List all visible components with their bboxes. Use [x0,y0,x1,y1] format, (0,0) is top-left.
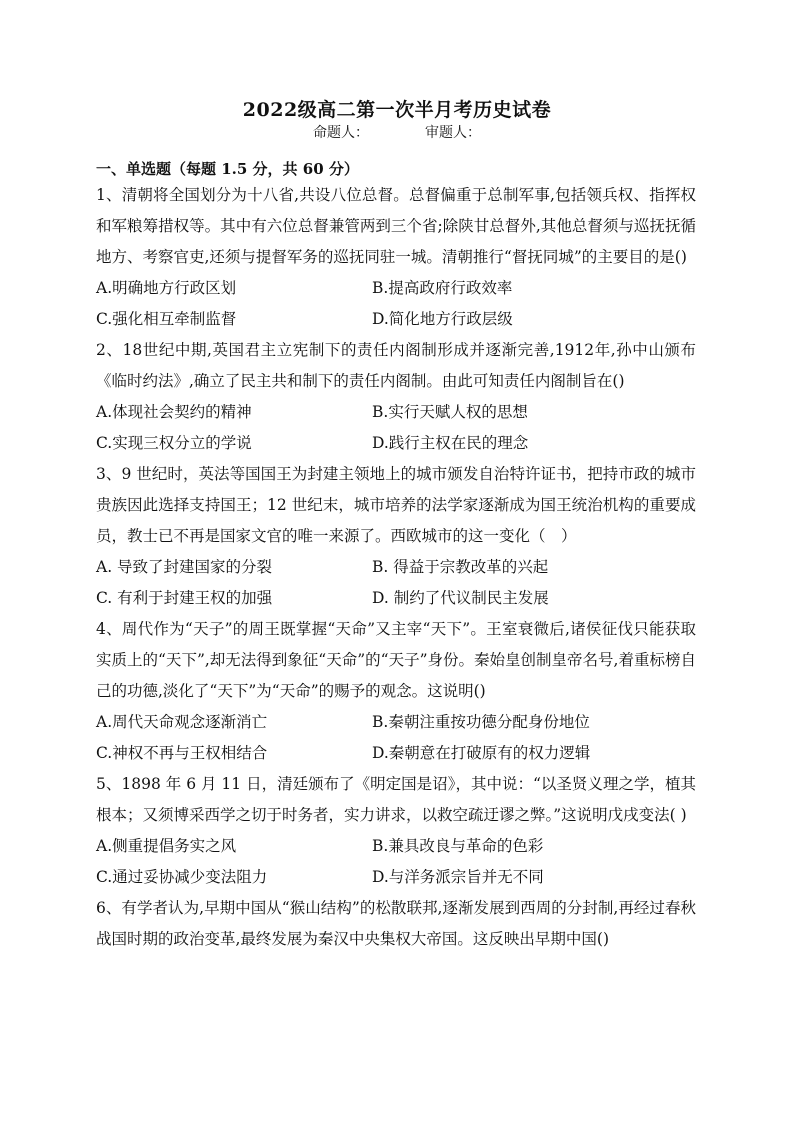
question-options [96,397,696,459]
question-1 [96,180,696,335]
option-d: D.秦朝意在打破原有的权力逻辑 [372,744,591,762]
question-options [96,707,696,769]
option-c: C. 有利于封建王权的加强 [96,589,273,607]
question-options [96,273,696,335]
question-options [96,552,696,614]
reviewer-label: 审题人： [425,125,481,141]
option-b: B.提高政府行政效率 [372,279,513,297]
option-c: C.通过妥协减少变法阻力 [96,868,268,886]
question-4 [96,614,696,769]
exam-content [96,158,696,955]
question-2 [96,335,696,459]
question-stem: 5、1898 年 6 月 11 日，清廷颁布了《明定国是诏》，其中说：“以圣贤义理之学，植其根本；又须博采西学之切于时务者，实力讲求，以救空疏迂谬之弊。”这说明戊戌变法( ) [96,775,696,824]
option-a: A.体现社会契约的精神 [96,403,252,421]
question-stem: 2、18世纪中期,英国君主立宪制下的责任内阁制形成并逐渐完善,1912年,孙中山颁布《临时约法》,确立了民主共和制下的责任内阁制。由此可知责任内阁制旨在() [96,341,696,390]
question-options [96,831,696,893]
exam-title: 2022级高二第一次半月考历史试卷 [242,99,552,121]
question-stem: 4、周代作为“天子”的周王既掌握“天命”又主宰“天下”。王室衰微后,诸侯征伐只能获取实质上的“天下”,却无法得到象征“天命”的“天子”身份。秦始皇创制皇帝名号,着重标榜自己的功德,淡化了“天下”为“天命”的赐予的观念。这说明() [96,620,696,700]
option-a: A. 导致了封建国家的分裂 [96,558,273,576]
option-a: A.侧重提倡务实之风 [96,837,237,855]
question-5 [96,769,696,893]
question-stem: 1、清朝将全国划分为十八省,共设八位总督。总督偏重于总制军事,包括领兵权、指挥权和军粮筹措权等。其中有六位总督兼管两到三个省;除陕甘总督外,其他总督须与巡抚抚循地方、考察官吏,还须与提督军务的巡抚同驻一城。清朝推行“督抚同城”的主要目的是() [96,186,696,266]
setter-label: 命题人： [313,125,369,141]
question-stem: 3、9 世纪时，英法等国国王为封建主领地上的城市颁发自治特许证书，把持市政的城市贵族因此选择支持国王；12 世纪末，城市培养的法学家逐渐成为国王统治机构的重要成员，教士已不再是国家文官的唯一来源了。西欧城市的这一变化（ ） [96,465,696,545]
option-d: D.践行主权在民的理念 [372,434,529,452]
option-a: A.明确地方行政区划 [96,279,237,297]
exam-subtitle [0,122,794,142]
option-d: D.与洋务派宗旨并无不同 [372,868,544,886]
option-b: B.兼具改良与革命的色彩 [372,837,544,855]
question-3 [96,459,696,614]
question-stem: 6、有学者认为,早期中国从“猴山结构”的松散联邦,逐渐发展到西周的分封制,再经过春秋战国时期的政治变革,最终发展为秦汉中央集权大帝国。这反映出早期中国() [96,899,696,948]
option-b: B.秦朝注重按功德分配身份地位 [372,713,590,731]
question-6 [96,893,696,955]
option-d: D.简化地方行政层级 [372,310,513,328]
option-c: C.强化相互牵制监督 [96,310,237,328]
option-b: B. 得益于宗教改革的兴起 [372,558,549,576]
option-c: C.神权不再与王权相结合 [96,744,268,762]
option-c: C.实现三权分立的学说 [96,434,252,452]
option-b: B.实行天赋人权的思想 [372,403,528,421]
option-a: A.周代天命观念逐渐消亡 [96,713,268,731]
section-heading: 一、单选题（每题 1.5 分，共 60 分） [96,160,359,178]
option-d: D. 制约了代议制民主发展 [372,589,549,607]
